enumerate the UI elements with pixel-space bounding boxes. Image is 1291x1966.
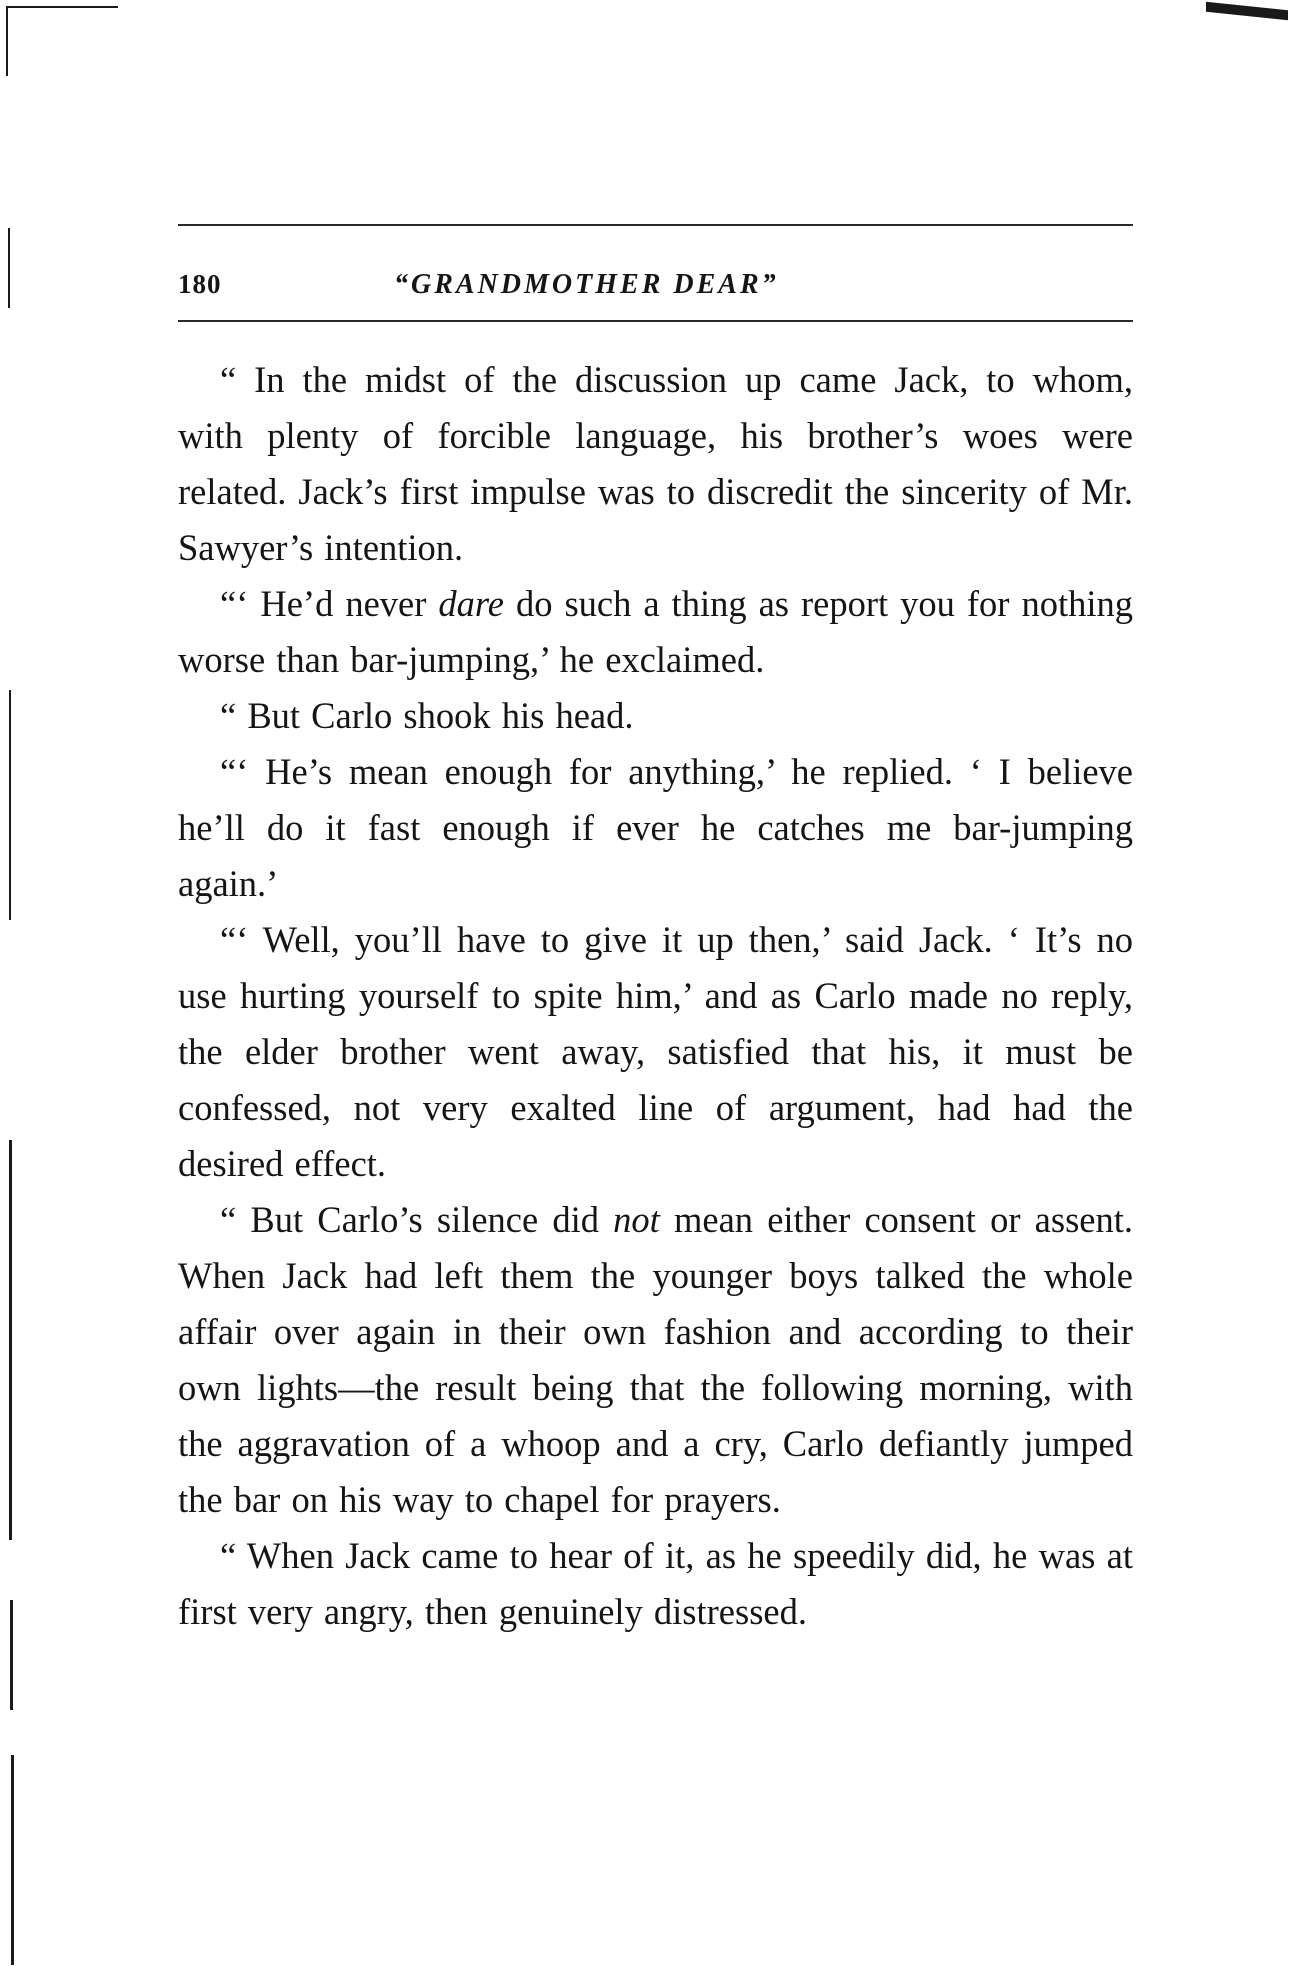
scan-corner-mark-right [1206, 2, 1288, 21]
paragraph-text: “‘ He’s mean enough for anything,’ he replied. ‘ I believe he’ll do it fast enough if ever he catches me bar-jumping again.’ [178, 751, 1133, 904]
paragraph [178, 744, 1133, 912]
paragraph-text: “ But Carlo shook his head. [220, 695, 634, 736]
paragraph-text: “ When Jack came to hear of it, as he speedily did, he was at first very angry, then genuinely distressed. [178, 1535, 1133, 1632]
page-header [178, 226, 1133, 320]
paragraph-text: do such a thing as report you for nothing worse than bar-jumping,’ he exclaimed. [178, 583, 1133, 680]
paragraph-text: mean either consent or assent. When Jack had left them the younger boys talked the whole affair over again in their own fashion and according to their own lights—the result being that the following morning, with the aggravation of a whoop and a cry, Carlo defiantly jumped the bar on his way to chapel for prayers. [178, 1199, 1133, 1520]
italic-text: dare [438, 583, 504, 624]
paragraph-text: “ But Carlo’s silence did [220, 1199, 614, 1240]
scan-edge-mark-left-1 [8, 228, 10, 308]
paragraph [178, 352, 1133, 576]
paragraph-text: “‘ He’d never [220, 583, 439, 624]
scan-edge-mark-left-5 [11, 1755, 14, 1965]
running-title: “GRANDMOTHER DEAR” [394, 269, 779, 300]
paragraph [178, 576, 1133, 688]
paragraph [178, 1192, 1133, 1528]
scan-corner-mark-left [6, 6, 118, 8]
header-bottom-rule [178, 320, 1133, 322]
paragraph-text: “ In the midst of the discussion up came Jack, to whom, with plenty of forcible language, his brother’s woes were related. Jack’s first impulse was to discredit the sincerity of Mr. Sawyer’s intention. [178, 359, 1133, 568]
paragraph [178, 688, 1133, 744]
book-page [178, 224, 1133, 1640]
italic-text: not [613, 1199, 660, 1240]
scan-edge-mark-left-4 [10, 1600, 13, 1710]
body-text [178, 352, 1133, 1640]
paragraph [178, 1528, 1133, 1640]
paragraph [178, 912, 1133, 1192]
scan-edge-mark-left-3 [9, 1140, 12, 1540]
page-number: 180 [178, 269, 222, 299]
scan-edge-mark-left-2 [9, 690, 11, 920]
scan-edge-mark-left-top [6, 6, 8, 76]
paragraph-text: “‘ Well, you’ll have to give it up then,’ said Jack. ‘ It’s no use hurting yourself to spite him,’ and as Carlo made no reply, the elder brother went away, satisfied that his, it must be confessed, not very exalted line of argument, had had the desired effect. [178, 919, 1133, 1184]
